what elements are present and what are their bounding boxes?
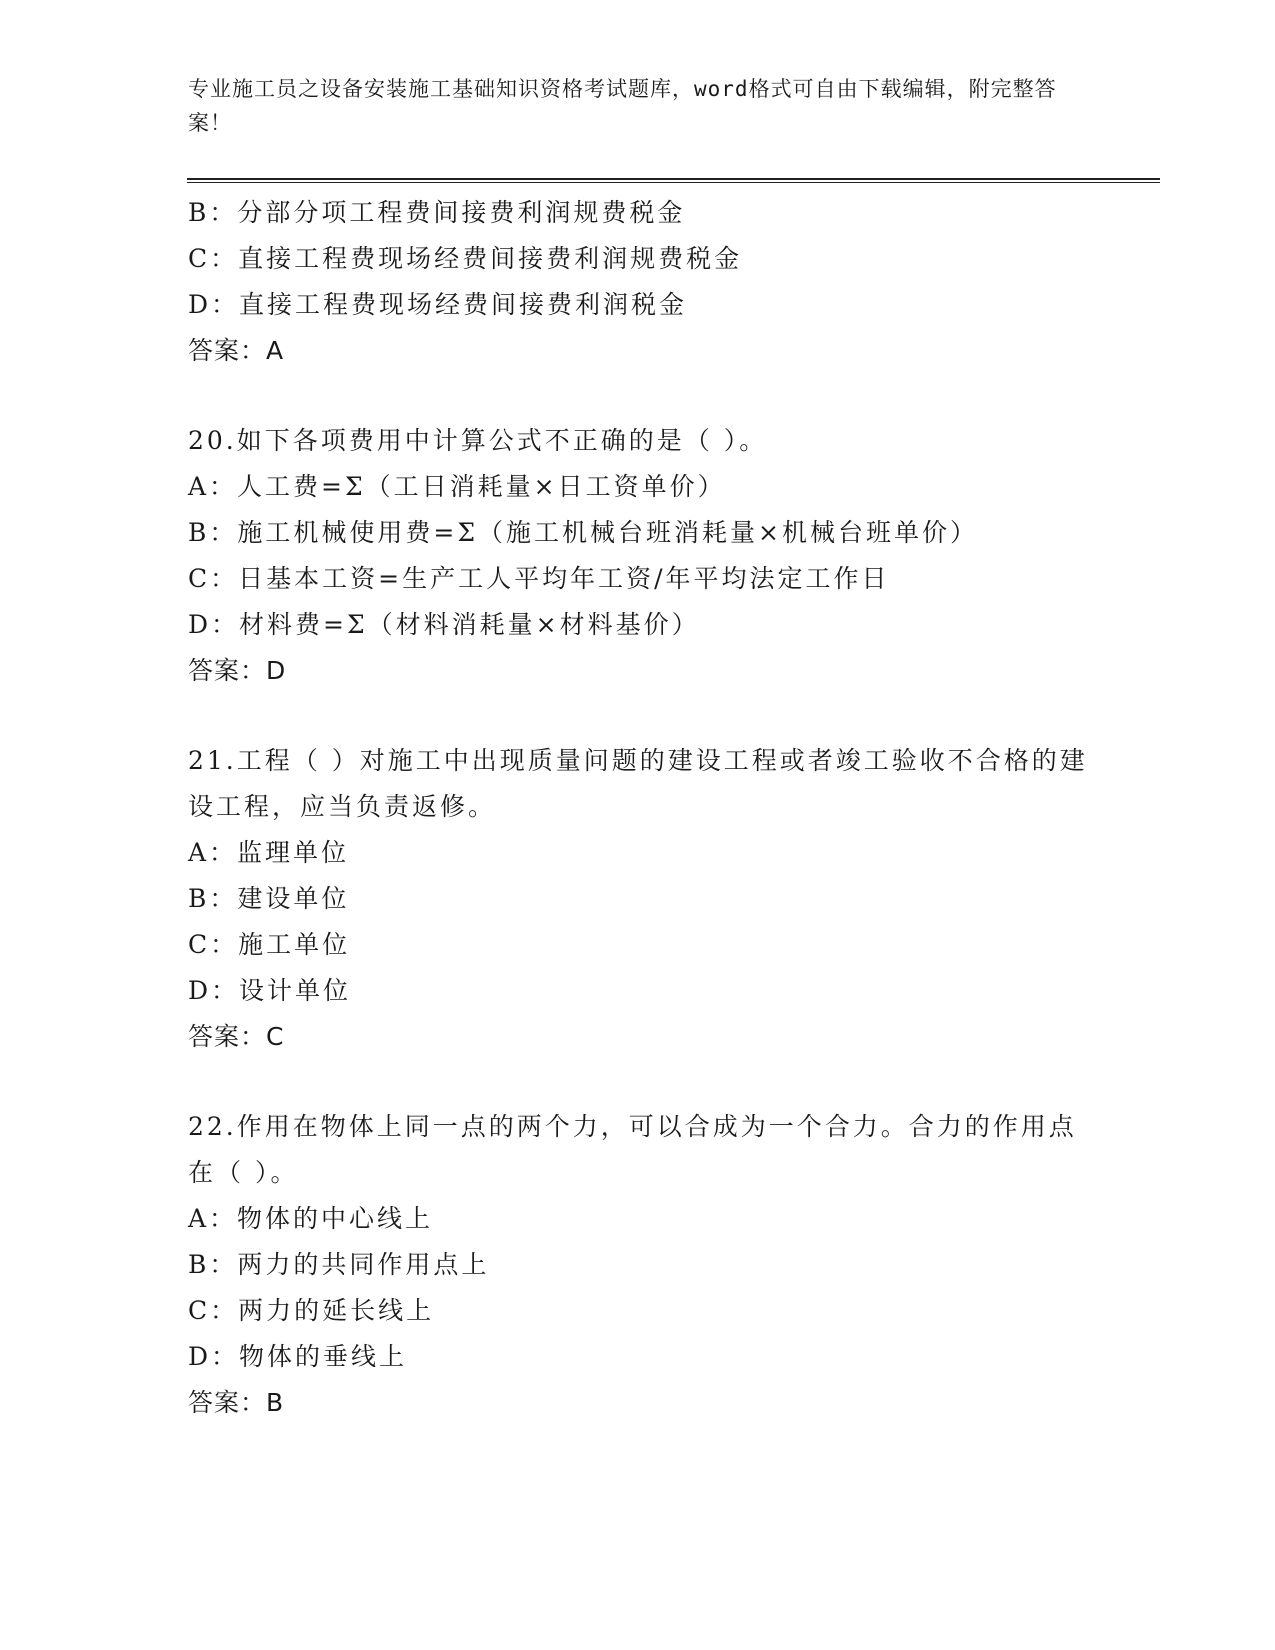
question-title: 21.工程（ ）对施工中出现质量问题的建设工程或者竣工验收不合格的建设工程，应当负责返修。 <box>188 746 1088 821</box>
header-divider <box>187 178 1160 183</box>
option-d: D：设计单位 <box>188 976 352 1005</box>
option-b: B：建设单位 <box>188 884 350 913</box>
continued-question <box>188 190 1088 374</box>
question-21 <box>188 738 1088 1060</box>
option-d: D：直接工程费现场经费间接费利润税金 <box>188 290 688 319</box>
question-22 <box>188 1104 1088 1426</box>
option-c: C：施工单位 <box>188 930 351 959</box>
question-list <box>188 190 1088 1426</box>
answer: 答案：A <box>188 336 285 365</box>
option-c: C：直接工程费现场经费间接费利润规费税金 <box>188 244 743 273</box>
option-d: D：物体的垂线上 <box>188 1342 408 1371</box>
question-20 <box>188 418 1088 694</box>
answer: 答案：C <box>188 1022 285 1051</box>
option-a: A：人工费=Σ（工日消耗量×日工资单价） <box>188 472 726 501</box>
option-c: C：两力的延长线上 <box>188 1296 435 1325</box>
option-d: D：材料费=Σ（材料消耗量×材料基价） <box>188 610 700 639</box>
question-title: 22.作用在物体上同一点的两个力，可以合成为一个合力。合力的作用点在（ ）。 <box>188 1112 1077 1187</box>
answer: 答案：B <box>188 1388 285 1417</box>
answer: 答案：D <box>188 656 287 685</box>
option-a: A：监理单位 <box>188 838 350 867</box>
option-c: C：日基本工资=生产工人平均年工资/年平均法定工作日 <box>188 564 890 593</box>
document-header: 专业施工员之设备安装施工基础知识资格考试题库，word格式可自由下载编辑，附完整答案！ <box>188 77 1057 135</box>
option-b: B：分部分项工程费间接费利润规费税金 <box>188 198 686 227</box>
option-a: A：物体的中心线上 <box>188 1204 434 1233</box>
question-title: 20.如下各项费用中计算公式不正确的是（ ）。 <box>188 426 768 455</box>
option-b: B：施工机械使用费=Σ（施工机械台班消耗量×机械台班单价） <box>188 518 978 547</box>
option-b: B：两力的共同作用点上 <box>188 1250 490 1279</box>
